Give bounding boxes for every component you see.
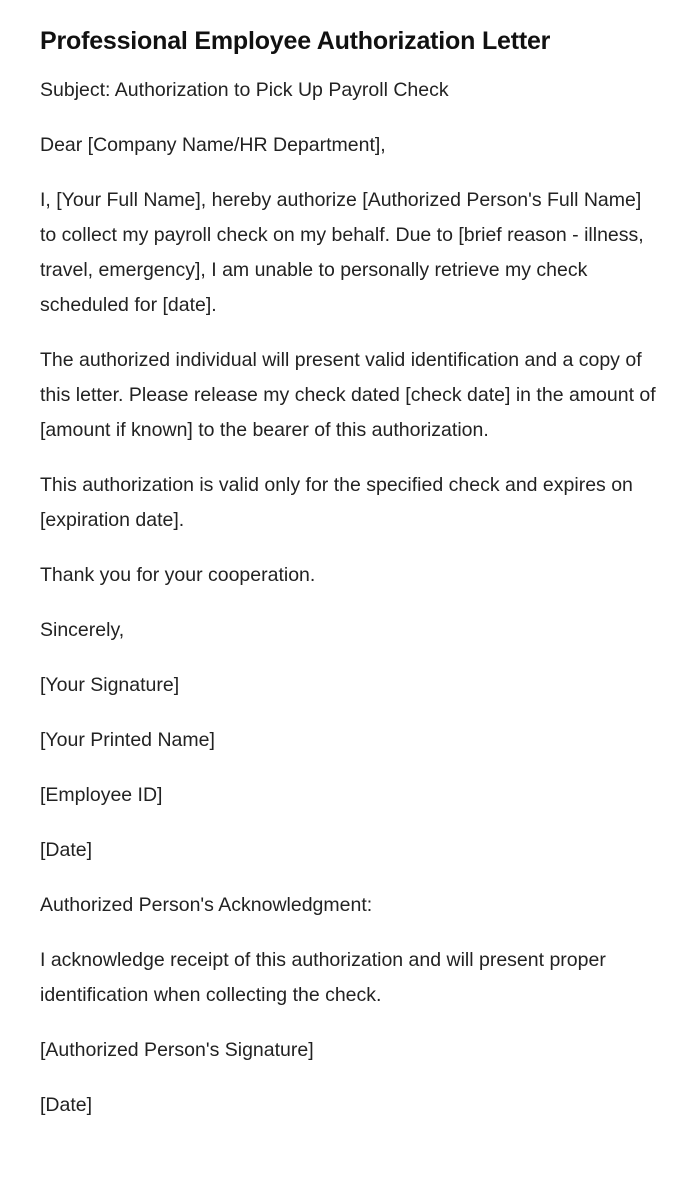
release-paragraph: The authorized individual will present valid identification and a copy of this letter. Please release my check dated [check date] in the amount of [amount if known] to the bearer of this authorization. (40, 349, 656, 441)
authorized-signature-placeholder: [Authorized Person's Signature] (40, 1039, 314, 1061)
letter-title: Professional Employee Authorization Letter (40, 27, 551, 55)
validity-paragraph: This authorization is valid only for the specified check and expires on [expiration date]. (40, 474, 633, 531)
subject-line: Subject: Authorization to Pick Up Payroll Check (40, 79, 449, 101)
signature-placeholder: [Your Signature] (40, 674, 180, 696)
authorization-paragraph: I, [Your Full Name], hereby authorize [Authorized Person's Full Name] to collect my payroll check on my behalf. Due to [brief reason - illness, travel, emergency], I am unable to personally retrieve my check scheduled for [date]. (40, 189, 644, 316)
closing-line: Sincerely, (40, 619, 125, 641)
date-placeholder: [Date] (40, 839, 93, 861)
thanks-line: Thank you for your cooperation. (40, 564, 316, 586)
acknowledgment-heading: Authorized Person's Acknowledgment: (40, 894, 373, 916)
printed-name-placeholder: [Your Printed Name] (40, 729, 215, 751)
employee-id-placeholder: [Employee ID] (40, 784, 163, 806)
acknowledgment-text: I acknowledge receipt of this authorization and will present proper identification when collecting the check. (40, 949, 606, 1006)
salutation: Dear [Company Name/HR Department], (40, 134, 386, 156)
authorized-date-placeholder: [Date] (40, 1094, 93, 1116)
